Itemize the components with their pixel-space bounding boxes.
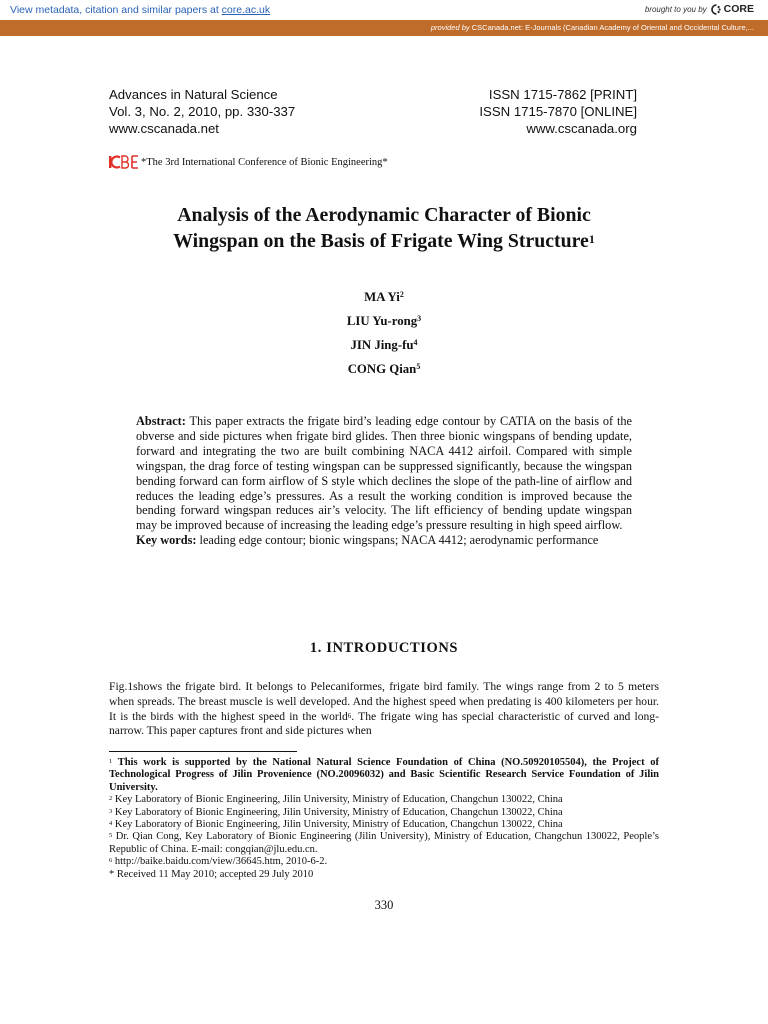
abstract <box>136 414 632 548</box>
abstract-body <box>136 414 632 533</box>
journal-volume: Vol. 3, No. 2, 2010, pp. 330-337 <box>109 104 296 119</box>
issn-online: ISSN 1715-7870 [ONLINE] <box>479 104 637 119</box>
footnote-text: Key Laboratory of Bionic Engineering, Jilin University, Ministry of Education, Changchun 130022, China <box>112 794 563 806</box>
footnote-mark: 3 <box>109 807 113 815</box>
author-list <box>184 285 584 381</box>
core-provider-bar <box>0 20 768 36</box>
footnote-mark: 1 <box>109 758 113 765</box>
abstract-label: Abstract: <box>136 414 186 428</box>
provider-text <box>431 23 754 32</box>
core-link[interactable]: core.ac.uk <box>221 4 271 16</box>
footnote-mark: 2 <box>109 795 113 803</box>
icbe-logo-icon <box>109 155 139 169</box>
author <box>184 357 584 381</box>
title-line-2-text: Wingspan on the Basis of Frigate Wing Structure <box>173 230 589 252</box>
page-number: 330 <box>374 898 394 912</box>
provider-name[interactable]: CSCanada.net: E-Journals (Canadian Academy of Oriental and Occidental Culture,... <box>471 23 754 32</box>
author-name: JIN Jing-fu <box>350 338 414 352</box>
core-metadata-text <box>10 4 270 16</box>
keywords <box>136 533 632 548</box>
author <box>184 309 584 333</box>
footnote-mark: 5 <box>109 832 113 840</box>
author <box>184 285 584 309</box>
intro-paragraph <box>109 680 659 739</box>
journal-site-left: www.cscanada.net <box>109 121 219 136</box>
footnote-3 <box>109 807 659 819</box>
journal-site-right: www.cscanada.org <box>526 121 637 136</box>
footnote-text: This work is supported by the National Natural Science Foundation of China (NO.50920105504), the Project of Technological Progress of Jilin Provenience (NO.20096032) and Basic Scientific Research Service Foundation of Jilin University. <box>109 757 659 793</box>
core-logo[interactable] <box>711 3 754 15</box>
footnote-6 <box>109 856 659 868</box>
author-mark: 2 <box>399 290 404 299</box>
footnote-rule <box>109 751 297 752</box>
core-logo-text: CORE <box>723 3 754 15</box>
core-banner <box>0 0 768 21</box>
author-name: LIU Yu-rong <box>346 314 418 328</box>
footnote-text: Key Laboratory of Bionic Engineering, Jilin University, Ministry of Education, Changchun 130022, China <box>112 806 563 818</box>
footnote-4 <box>109 819 659 831</box>
keywords-label: Key words: <box>136 533 197 548</box>
footnote-mark: 4 <box>109 820 113 828</box>
author-mark: 3 <box>417 314 422 323</box>
footnote-text: Dr. Qian Cong, Key Laboratory of Bionic Engineering (Jilin University), Ministry of Education, Changchun 130022, People’s Republic of China. E-mail: congqian@jlu.edu.cn. <box>109 831 659 855</box>
footnote-5 <box>109 831 659 856</box>
conference-line <box>109 155 388 169</box>
brought-by-text: brought to you by <box>644 4 707 14</box>
footnotes <box>109 757 659 881</box>
author-name: MA Yi <box>364 290 400 304</box>
journal-name: Advances in Natural Science <box>109 87 278 102</box>
footnote-mark: 6 <box>109 857 113 865</box>
author <box>184 333 584 357</box>
author-name: CONG Qian <box>347 362 417 376</box>
intro-text-2: . The frigate wing has special characteristic of curved and long-narrow. This paper captures front and side pictures when <box>109 709 659 738</box>
core-metadata-prefix: View metadata, citation and similar papers at <box>10 4 222 16</box>
footnote-text: Key Laboratory of Bionic Engineering, Jilin University, Ministry of Education, Changchun 130022, China <box>112 819 563 831</box>
issn-print: ISSN 1715-7862 [PRINT] <box>488 87 637 102</box>
core-logo-icon <box>711 4 722 15</box>
intro-text-1: Fig.1shows the frigate bird. It belongs to Pelecaniformes, frigate bird family. The wings range from 2 to 5 meters when spreads. The breast muscle is well developed. And the highest speed when predating is 400 kilometers per hour. It is the birds with the highest speed in the world <box>109 680 659 723</box>
intro-footnote-mark: 6 <box>347 711 352 720</box>
keywords-text: leading edge contour; bionic wingspans; NACA 4412; aerodynamic performance <box>196 533 599 548</box>
author-mark: 4 <box>413 338 418 347</box>
provided-by-label: provided by <box>430 23 470 32</box>
footnote-text: http://baike.baidu.com/view/36645.htm, 2010-6-2. <box>112 856 328 868</box>
title-line-1: Analysis of the Aerodynamic Character of Bionic <box>177 204 591 226</box>
title-line-2 <box>84 228 684 254</box>
author-mark: 5 <box>416 362 421 371</box>
abstract-text: This paper extracts the frigate bird’s leading edge contour by CATIA on the basis of the obverse and side pictures when frigate bird glides. Then three bionic wingspans of bending update, forward and integrating the two are built combining NACA 4412 airfoil. Compared with simple wingspan, the drag force of testing wingspan can be suppressed significantly, because the wingspan bending forward can form airflow of S style which declines the slope of the path-line of airflow and reduces the leading edge’s pressures. As a result the working condition is improved because the bending forward wingspan reduces air’s velocity. The lift efficiency of bending update wingspan may be improved because of increasing the leading edge’s pressure resulting in high speed airflow. <box>136 414 632 533</box>
core-brought-by <box>645 3 754 15</box>
received-note: * Received 11 May 2010; accepted 29 July 2010 <box>109 868 314 880</box>
title-footnote-mark: 1 <box>588 232 595 246</box>
section-heading: 1. INTRODUCTIONS <box>309 640 459 656</box>
footnote-1 <box>109 757 659 794</box>
paper-title <box>84 202 684 254</box>
footnote-2 <box>109 794 659 806</box>
conference-text: *The 3rd International Conference of Bionic Engineering* <box>141 156 388 168</box>
journal-header <box>109 86 637 137</box>
